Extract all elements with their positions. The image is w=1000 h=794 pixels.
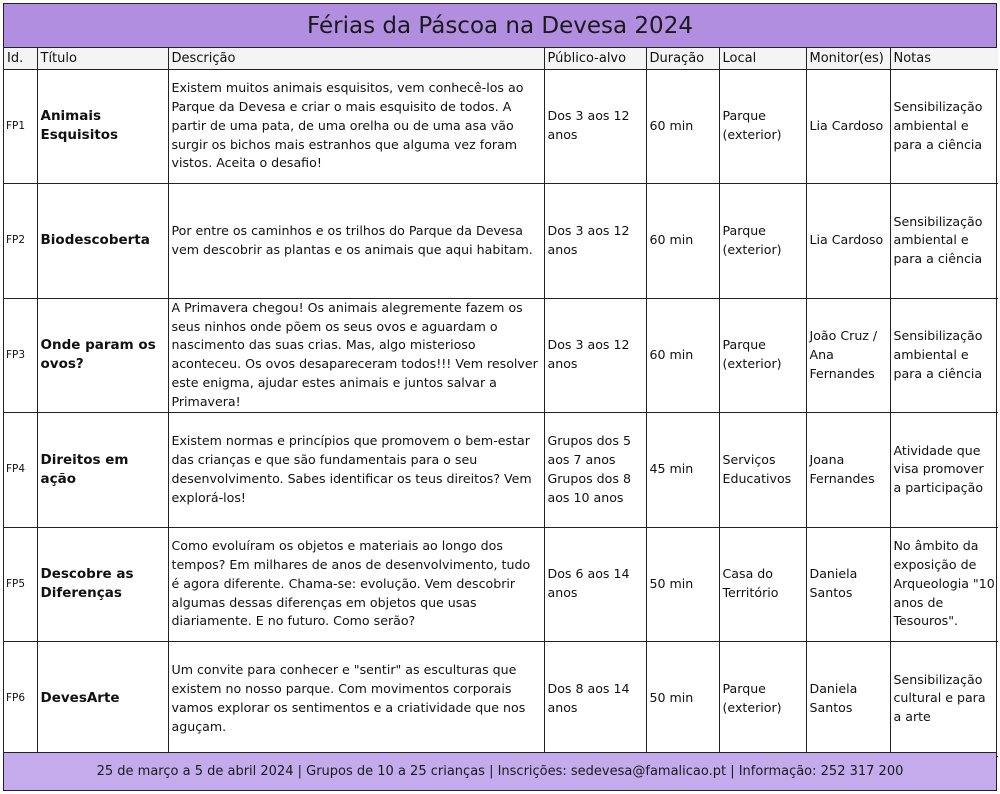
table-header <box>4 48 998 69</box>
header-title: Título <box>37 48 168 69</box>
header-duration: Duração <box>646 48 719 69</box>
header-location: Local <box>719 48 806 69</box>
cell-audience: Dos 3 aos 12 anos <box>544 298 646 413</box>
cell-title: Onde param os ovos? <box>37 298 168 413</box>
header-monitors: Monitor(es) <box>806 48 890 69</box>
header-description: Descrição <box>168 48 544 69</box>
header-audience: Público-alvo <box>544 48 646 69</box>
cell-id: FP4 <box>4 413 37 528</box>
cell-notes: Sensibilização ambiental e para a ciência <box>890 184 998 299</box>
table-row <box>4 69 998 184</box>
cell-id: FP2 <box>4 184 37 299</box>
header-id: Id. <box>4 48 37 69</box>
footer-info: 25 de março a 5 de abril 2024 | Grupos de 10 a 25 crianças | Inscrições: sedevesa@famalicao.pt | Informação: 252 317 200 <box>4 752 996 790</box>
cell-monitors: Daniela Santos <box>806 642 890 757</box>
cell-duration: 60 min <box>646 69 719 184</box>
cell-audience: Dos 8 aos 14 anos <box>544 642 646 757</box>
cell-audience: Dos 3 aos 12 anos <box>544 69 646 184</box>
header-notes: Notas <box>890 48 998 69</box>
table-row <box>4 527 998 642</box>
cell-location: Parque (exterior) <box>719 298 806 413</box>
cell-title: Animais Esquisitos <box>37 69 168 184</box>
cell-monitors: João Cruz / Ana Fernandes <box>806 298 890 413</box>
cell-location: Parque (exterior) <box>719 184 806 299</box>
cell-id: FP6 <box>4 642 37 757</box>
cell-description: Por entre os caminhos e os trilhos do Parque da Devesa vem descobrir as plantas e os animais que aqui habitam. <box>168 184 544 299</box>
cell-notes: Atividade que visa promover a participação <box>890 413 998 528</box>
cell-location: Parque (exterior) <box>719 642 806 757</box>
cell-id: FP5 <box>4 527 37 642</box>
table-body <box>4 69 998 756</box>
cell-notes: Sensibilização ambiental e para a ciência <box>890 298 998 413</box>
cell-description: A Primavera chegou! Os animais alegremente fazem os seus ninhos onde põem os seus ovos e aguardam o nascimento das suas crias. Mas, algo misterioso aconteceu. Os ovos desapareceram todos!!! Vem resolver este enigma, ajudar estes animais e juntos salvar a Primavera! <box>168 298 544 413</box>
cell-description: Como evoluíram os objetos e materiais ao longo dos tempos? Em milhares de anos de desenvolvimento, tudo é agora diferente. Chama-se: evolução. Vem descobrir algumas dessas diferenças em objetos que usas diariamente. E no futuro. Como serão? <box>168 527 544 642</box>
cell-description: Um convite para conhecer e "sentir" as esculturas que existem no nosso parque. Com movimentos corporais vamos explorar os sentimentos e a criatividade que nos aguçam. <box>168 642 544 757</box>
cell-duration: 60 min <box>646 184 719 299</box>
sheet-title: Férias da Páscoa na Devesa 2024 <box>4 4 996 48</box>
cell-description: Existem normas e princípios que promovem o bem-estar das crianças e que são fundamentais para o seu desenvolvimento. Sabes identificar os teus direitos? Vem explorá-los! <box>168 413 544 528</box>
cell-monitors: Lia Cardoso <box>806 184 890 299</box>
header-row <box>4 48 998 69</box>
cell-location: Parque (exterior) <box>719 69 806 184</box>
table-row <box>4 413 998 528</box>
cell-location: Casa do Território <box>719 527 806 642</box>
cell-duration: 60 min <box>646 298 719 413</box>
cell-audience: Grupos dos 5 aos 7 anos Grupos dos 8 aos 10 anos <box>544 413 646 528</box>
cell-notes: Sensibilização ambiental e para a ciência <box>890 69 998 184</box>
activities-table <box>4 48 998 757</box>
cell-audience: Dos 3 aos 12 anos <box>544 184 646 299</box>
cell-duration: 50 min <box>646 527 719 642</box>
cell-title: Descobre as Diferenças <box>37 527 168 642</box>
cell-title: Biodescoberta <box>37 184 168 299</box>
cell-notes: No âmbito da exposição de Arqueologia "10 anos de Tesouros". <box>890 527 998 642</box>
cell-monitors: Daniela Santos <box>806 527 890 642</box>
cell-monitors: Joana Fernandes <box>806 413 890 528</box>
cell-location: Serviços Educativos <box>719 413 806 528</box>
cell-id: FP3 <box>4 298 37 413</box>
cell-duration: 45 min <box>646 413 719 528</box>
cell-monitors: Lia Cardoso <box>806 69 890 184</box>
activity-sheet <box>3 3 997 791</box>
cell-title: Direitos em ação <box>37 413 168 528</box>
cell-id: FP1 <box>4 69 37 184</box>
cell-audience: Dos 6 aos 14 anos <box>544 527 646 642</box>
cell-notes: Sensibilização cultural e para a arte <box>890 642 998 757</box>
table-row <box>4 184 998 299</box>
table-row <box>4 642 998 757</box>
cell-title: DevesArte <box>37 642 168 757</box>
table-row <box>4 298 998 413</box>
cell-description: Existem muitos animais esquisitos, vem conhecê-los ao Parque da Devesa e criar o mais esquisito de todos. A partir de uma pata, de uma orelha ou de uma asa vão surgir os bichos mais estranhos que alguma vez foram vistos. Aceita o desafio! <box>168 69 544 184</box>
cell-duration: 50 min <box>646 642 719 757</box>
